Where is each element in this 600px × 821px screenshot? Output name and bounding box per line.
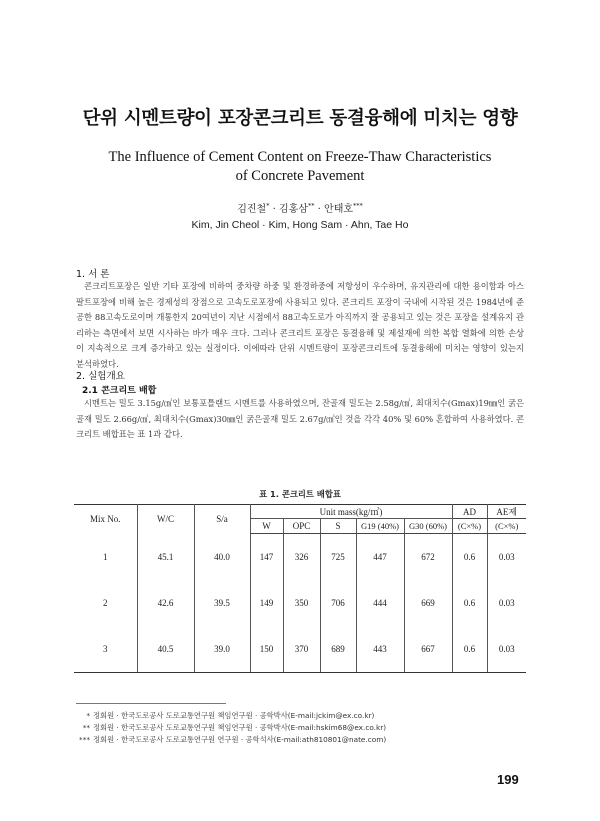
cell-sa: 40.0 <box>194 534 250 581</box>
cell-sa: 39.5 <box>194 580 250 626</box>
header-ad-unit: (C×%) <box>452 519 487 534</box>
title-english-line-1: The Influence of Cement Content on Freeze-Thaw Characteristics <box>108 149 492 165</box>
header-ae: AE제 <box>487 505 526 519</box>
cell-w: 150 <box>250 626 283 673</box>
cell-g30: 667 <box>404 626 452 673</box>
title-english-line-2: of Concrete Pavement <box>235 168 365 184</box>
subsection-heading-mix: 2.1 콘크리트 배합 <box>82 386 157 396</box>
footnote-text: 정회원 · 한국도로공사 도로교통연구원 연구원 · 공학석사(E-mail:ath810801@nate.com) <box>93 735 387 744</box>
footnote-mark: ** <box>82 723 90 732</box>
cell-g19: 443 <box>356 626 404 673</box>
title-korean: 단위 시멘트량이 포장콘크리트 동결융해에 미치는 영향 <box>82 108 518 129</box>
table-row <box>74 626 526 673</box>
header-sa: S/a <box>194 505 250 534</box>
header-w: W <box>250 519 283 534</box>
section-heading-introduction: 1. 서 론 <box>76 269 110 280</box>
cell-wc: 45.1 <box>137 534 194 581</box>
header-ad: AD <box>452 505 487 519</box>
authors-english: Kim, Jin Cheol · Kim, Hong Sam · Ahn, Tae Ho <box>191 219 409 231</box>
cell-w: 149 <box>250 580 283 626</box>
footnote-text: 정회원 · 한국도로공사 도로교통연구원 책임연구원 · 공학박사(E-mail:hskim68@ex.co.kr) <box>93 723 387 732</box>
table-caption: 표 1. 콘크리트 배합표 <box>259 489 341 499</box>
author-mark: *** <box>353 201 363 210</box>
paragraph-introduction: 콘크리트포장은 일반 기타 포장에 비하여 중차량 하중 및 환경하중에 저항성이 우수하며, 유지관리에 대한 용이함과 아스팔트포장에 비해 높은 경제성의 장점으로 고속도로포장에 사용되고 있다. 콘크리트 포장이 국내에 시작된 것은 1984년에 준공한 88고속도로이며 개통한지 20여년이 지난 시점에서 88고속도로가 아직까지 잘 공용되고 있는 것은 포장을 설계유지 관리하는 측면에서 보면 시사하는 바가 매우 크다. 그러나 콘크리트 포장은 동결융해 및 제설재에 의한 복합 열화에 의한 손상이 지속적으로 크게 증가하고 있는 실정이다. 이에따라 단위 시멘트량이 포장콘크리트에 동결융해에 미치는 영향이 있는지 분석하였다. <box>76 281 524 369</box>
header-ae-unit: (C×%) <box>487 519 526 534</box>
author-name: 안태호 <box>324 204 354 215</box>
author-separator: · <box>314 204 325 215</box>
author-mark: * <box>266 201 270 210</box>
mix-proportion-table <box>74 504 526 673</box>
header-s: S <box>320 519 356 534</box>
header-unit-mass: Unit mass(kg/㎥) <box>250 505 452 519</box>
author-mark: ** <box>307 201 315 210</box>
cell-opc: 326 <box>283 534 320 581</box>
table-row <box>74 580 526 626</box>
cell-opc: 370 <box>283 626 320 673</box>
cell-ae: 0.03 <box>487 534 526 581</box>
cell-mix-no: 1 <box>103 551 108 562</box>
cell-s: 725 <box>320 534 356 581</box>
cell-ad: 0.6 <box>452 626 487 673</box>
footnote-text: 정회원 · 한국도로공사 도로교통연구원 책임연구원 · 공학박사(E-mail:jckim@ex.co.kr) <box>93 711 375 720</box>
header-wc: W/C <box>137 505 194 534</box>
cell-g19: 444 <box>356 580 404 626</box>
cell-ae: 0.03 <box>487 626 526 673</box>
cell-wc: 40.5 <box>137 626 194 673</box>
cell-ae: 0.03 <box>487 580 526 626</box>
cell-wc: 42.6 <box>137 580 194 626</box>
cell-ad: 0.6 <box>452 534 487 581</box>
cell-w: 147 <box>250 534 283 581</box>
footnote-divider <box>76 703 226 704</box>
footnote-mark: *** <box>79 735 90 744</box>
title-english <box>0 148 600 186</box>
cell-g19: 447 <box>356 534 404 581</box>
cell-s: 689 <box>320 626 356 673</box>
footnote-item <box>76 711 374 721</box>
footnote-item <box>76 723 386 733</box>
header-mix-no: Mix No. <box>89 514 121 525</box>
page-number: 199 <box>497 772 519 787</box>
author-name: 김진철 <box>237 204 267 215</box>
author-name: 김홍삼 <box>279 204 308 215</box>
header-opc: OPC <box>283 519 320 534</box>
cell-opc: 350 <box>283 580 320 626</box>
cell-g30: 669 <box>404 580 452 626</box>
cell-s: 706 <box>320 580 356 626</box>
cell-ad: 0.6 <box>452 580 487 626</box>
authors-korean <box>0 200 600 215</box>
paragraph-mix: 시멘트는 밀도 3.15g/㎤인 보통포틀랜드 시멘트를 사용하였으며, 잔골재 밀도는 2.58g/㎤, 최대치수(Gmax)19㎜인 굵은골재 밀도 2.66g/㎤, 최대치수(Gmax)30㎜인 굵은골재 밀도 2.67g/㎤인 것을 각각 40% 및 60% 혼합하여 사용하였다. 콘크리트 배합표는 표 1과 같다. <box>76 398 524 440</box>
header-g30: G30 (60%) <box>404 519 452 534</box>
footnote-item <box>76 735 386 745</box>
section-heading-experiment: 2. 실험개요 <box>76 371 125 382</box>
header-g19: G19 (40%) <box>356 519 404 534</box>
author-separator: · <box>269 204 279 215</box>
table-row <box>74 534 526 581</box>
cell-mix-no: 3 <box>74 626 137 673</box>
cell-g30: 672 <box>404 534 452 581</box>
footnote-mark: * <box>86 711 90 720</box>
cell-sa: 39.0 <box>194 626 250 673</box>
cell-mix-no: 2 <box>103 598 108 608</box>
